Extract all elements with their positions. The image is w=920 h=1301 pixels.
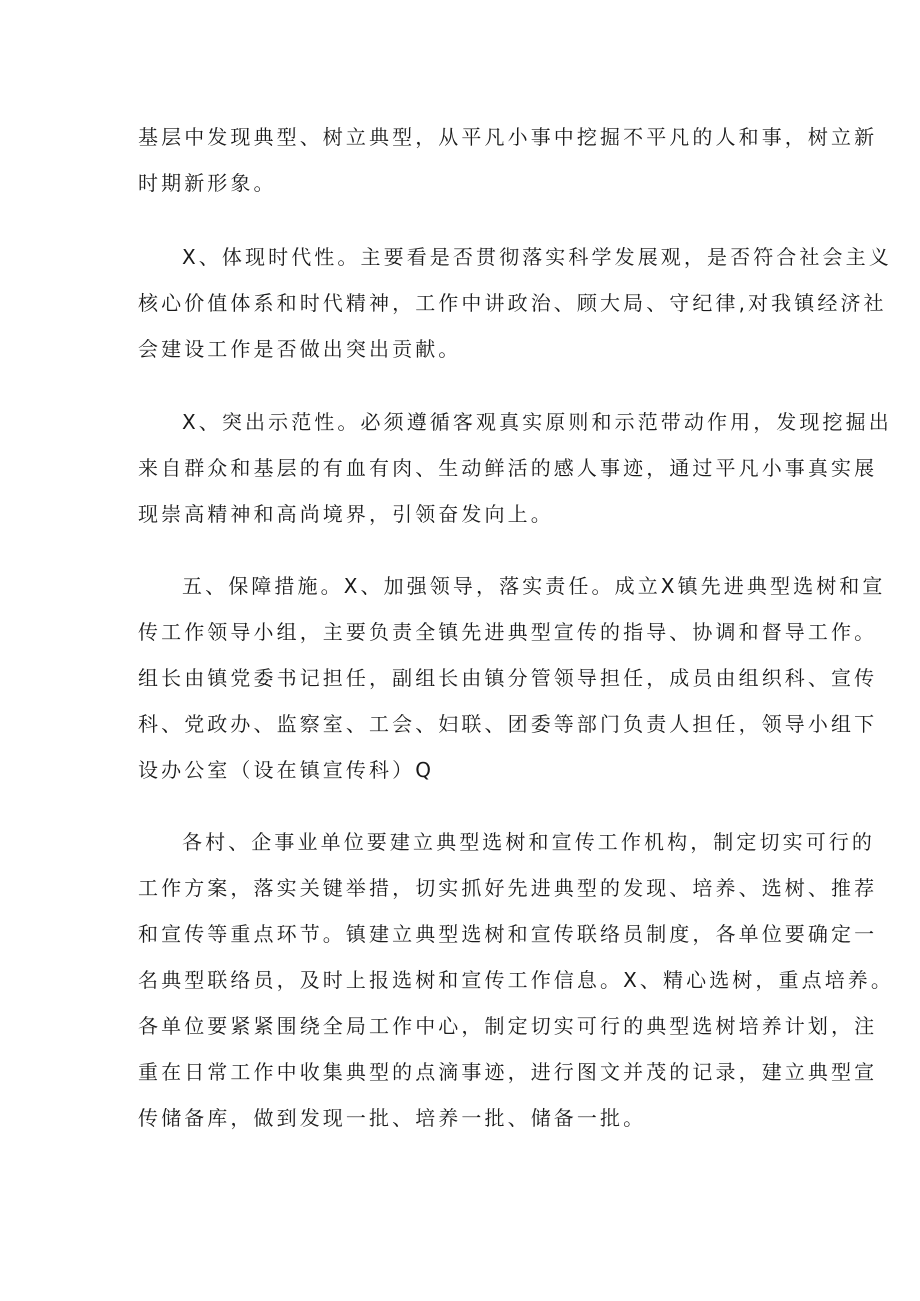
text-line: 各单位要紧紧围绕全局工作中心，制定切实可行的典型选树培养计划，注 [138,1014,878,1038]
text-line: 传储备库，做到发现一批、培养一批、储备一批。 [138,1106,647,1130]
text-line: 来自群众和基层的有血有肉、生动鲜活的感人事迹，通过平凡小事真实展 [138,456,878,480]
text-line: X、突出示范性。必须遵循客观真实原则和示范带动作用，发现挖掘出 [182,410,892,434]
text-line: 工作方案，落实关键举措，切实抓好先进典型的发现、培养、选树、推荐 [138,876,878,900]
paragraph-4 [138,563,886,793]
text-line: 和宣传等重点环节。镇建立典型选树和宣传联络员制度，各单位要确定一 [138,922,878,946]
text-line: 组长由镇党委书记担任，副组长由镇分管领导担任，成员由组织科、宣传 [138,666,878,690]
text-line: 重在日常工作中收集典型的点滴事迹，进行图文并茂的记录，建立典型宣 [138,1060,878,1084]
text-line: 各村、企事业单位要建立典型选树和宣传工作机构，制定切实可行的 [182,830,875,854]
paragraph-1 [138,114,878,206]
paragraph-5 [138,819,895,1141]
text-line: 科、党政办、监察室、工会、妇联、团委等部门负责人担任，领导小组下 [138,712,878,736]
text-line: 会建设工作是否做出突出贡献。 [138,337,462,361]
text-line: 基层中发现典型、树立典型，从平凡小事中挖掘不平凡的人和事，树立新 [138,125,878,149]
text-line: 设办公室（设在镇宣传科）Q [138,758,435,782]
text-line: 核心价值体系和时代精神，工作中讲政治、顾大局、守纪律,对我镇经济社 [138,291,887,315]
text-line: 五、保障措施。X、加强领导，落实责任。成立X镇先进典型选树和宣 [182,574,886,598]
paragraph-3 [138,399,892,537]
text-line: 现崇高精神和高尚境界，引领奋发向上。 [138,502,554,526]
text-line: 名典型联络员，及时上报选树和宣传工作信息。X、精心选树，重点培养。 [138,968,895,992]
text-line: X、体现时代性。主要看是否贯彻落实科学发展观，是否符合社会主义 [182,245,892,269]
text-line: 时期新形象。 [138,171,277,195]
text-line: 传工作领导小组，主要负责全镇先进典型宣传的指导、协调和督导工作。 [138,620,878,644]
paragraph-2 [138,234,892,372]
